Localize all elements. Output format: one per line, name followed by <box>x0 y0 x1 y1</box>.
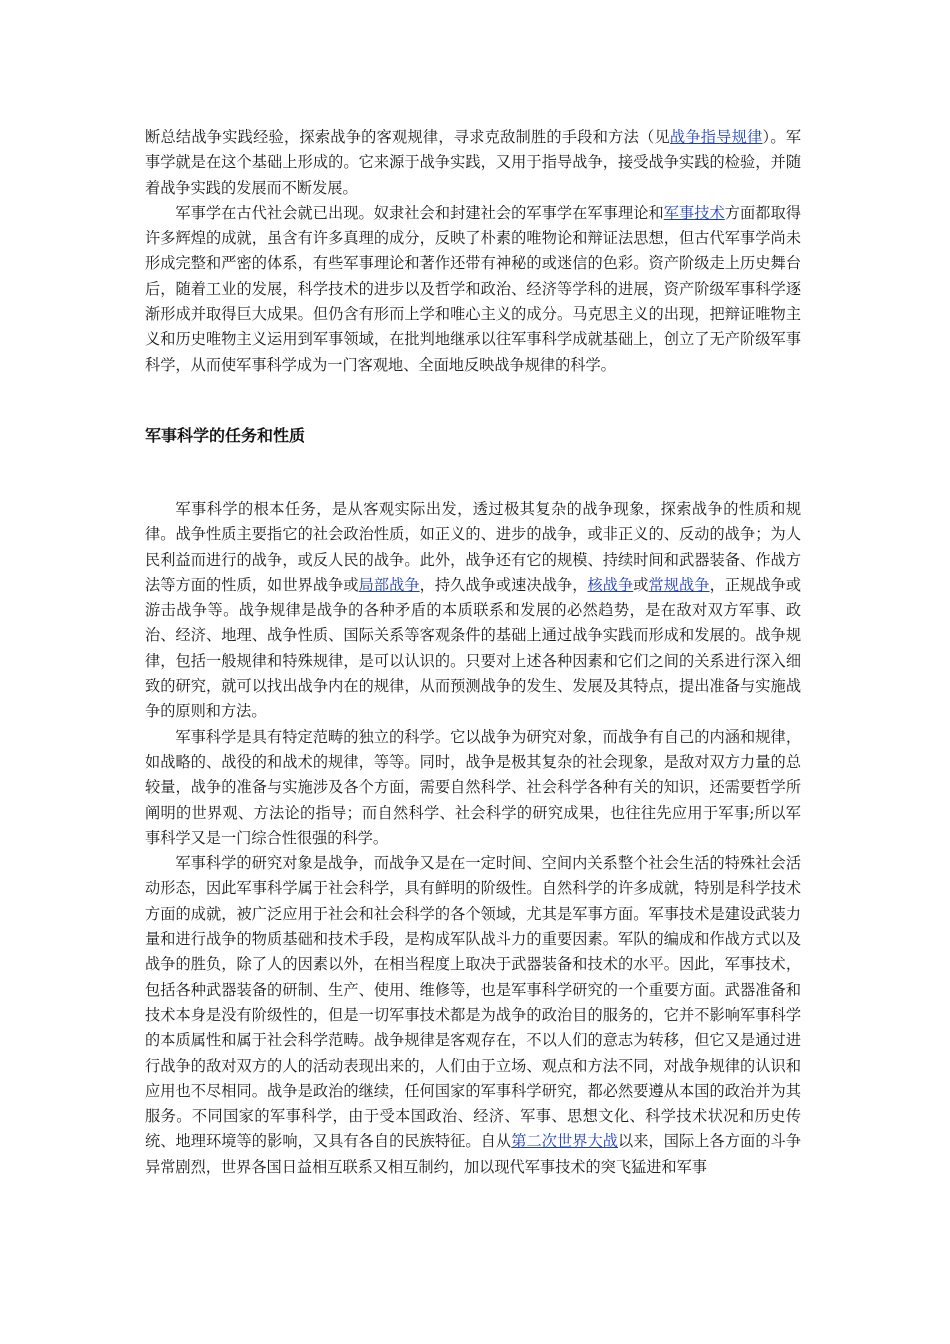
paragraph-2 <box>145 201 801 378</box>
text-span: ）。军事学就是在这个基础上形成的。它来源于战争实践，又用于指导战争，接受战争实践的检验，并随着战争实践的发展而不断发展。 <box>145 128 802 197</box>
link-world-war-two[interactable]: 第二次世界大战 <box>511 1132 618 1151</box>
text-span: 方面都取得许多辉煌的成就，虽含有许多真理的成分，反映了朴素的唯物论和辩证法思想，但古代军事学尚未形成完整和严密的体系，有些军事理论和著作还带有神秘的或迷信的色彩。资产阶级走上历史舞台后，随着工业的发展，科学技术的进步以及哲学和政治、经济等学科的进展，资产阶级军事科学逐渐形成并取得巨大成果。但仍含有形而上学和唯心主义的成分。马克思主义的出现，把辩证唯物主义和历史唯物主义运用到军事领域，在批判地继承以往军事科学成就基础上，创立了无产阶级军事科学，从而使军事科学成为一门客观地、全面地反映战争规律的科学。 <box>145 203 802 374</box>
link-war-guidance-law[interactable]: 战争指导规律 <box>669 128 763 146</box>
paragraph-3 <box>145 497 801 725</box>
text-span: 军事科学的研究对象是战争，而战争又是在一定时间、空间内关系整个社会生活的特殊社会活动形态，因此军事科学属于社会科学，具有鲜明的阶级性。自然科学的许多成就，特别是科学技术方面的成就，被广泛应用于社会和社会科学的各个领域，尤其是军事方面。军事技术是建设武装力量和进行战争的物质基础和技术手段，是构成军队战斗力的重要因素。军队的编成和作战方式以及战争的胜负，除了人的因素以外，在相当程度上取决于武器装备和技术的水平。因此，军事技术，包括各种武器装备的研制、生产、使用、维修等，也是军事科学研究的一个重要方面。武器准备和技术本身是没有阶级性的，但是一切军事技术都是为战争的政治目的服务的，它并不影响军事科学的本质属性和属于社会科学范畴。战争规律是客观存在，不以人们的意志为转移，但它又是通过进行战争的敌对双方的人的活动表现出来的，人们由于立场、观点和方法不同，对战争规律的认识和应用也不尽相同。战争是政治的继续，任何国家的军事科学研究，都必然要遵从本国的政治并为其服务。不同国家的军事科学，由于受本国政治、经济、军事、思想文化、科学技术状况和历史传统、地理环境等的影响，又具有各自的民族特征。自从 <box>145 854 801 1151</box>
link-nuclear-war[interactable]: 核战争 <box>587 575 634 594</box>
section-heading: 军事科学的任务和性质 <box>145 425 306 445</box>
paragraph-5 <box>145 851 801 1180</box>
text-span: 以来，国际上各方面的斗争异常剧烈，世界各国日益相互联系又相互制约，加以现代军事技术的突飞猛进和军事 <box>145 1132 802 1176</box>
text-span: 军事科学的根本任务，是从客观实际出发，透过极其复杂的战争现象，探索战争的性质和规律。战争性质主要指它的社会政治性质，如正义的、进步的战争，或非正义的、反动的战争；为人民利益而进行的战争，或反人民的战争。此外，战争还有它的规模、持续时间和武器装备、作战方法等方面的性质，如世界战争或 <box>145 499 801 594</box>
document-body <box>145 125 801 1180</box>
text-span: ，持久战争或速决战争， <box>419 575 588 594</box>
link-military-technology[interactable]: 军事技术 <box>663 203 725 222</box>
text-span: ，正规战争或游击战争等。战争规律是战争的各种矛盾的本质联系和发展的必然趋势，是在敌对双方军事、政治、经济、地理、战争性质、国际关系等客观条件的基础上通过战争实践而形成和发展的。战争规律，包括一般规律和特殊规律，是可以认识的。只要对上述各种因素和它们之间的关系进行深入细致的研究，就可以找出战争内在的规律，从而预测战争的发生、发展及其特点，提出准备与实施战争的原则和方法。 <box>145 575 802 721</box>
text-span: 军事学在古代社会就已出现。奴隶社会和封建社会的军事学在军事理论和 <box>175 203 664 222</box>
link-local-war[interactable]: 局部战争 <box>358 575 420 594</box>
paragraph-4: 军事科学是具有特定范畴的独立的科学。它以战争为研究对象，而战争有自己的内涵和规律，如战略的、战役的和战术的规律，等等。同时，战争是极其复杂的社会现象，是敌对双方力量的总较量，战争的准备与实施涉及各个方面，需要自然科学、社会科学各种有关的知识，还需要哲学所阐明的世界观、方法论的指导；而自然科学、社会科学的研究成果，也往往先应用于军事;所以军事科学又是一门综合性很强的科学。 <box>145 727 801 847</box>
text-span: 或 <box>633 575 649 594</box>
text-span: 断总结战争实践经验，探索战争的客观规律，寻求克敌制胜的手段和方法（见 <box>145 128 670 146</box>
link-conventional-war[interactable]: 常规战争 <box>648 575 710 594</box>
paragraph-1 <box>145 125 801 201</box>
